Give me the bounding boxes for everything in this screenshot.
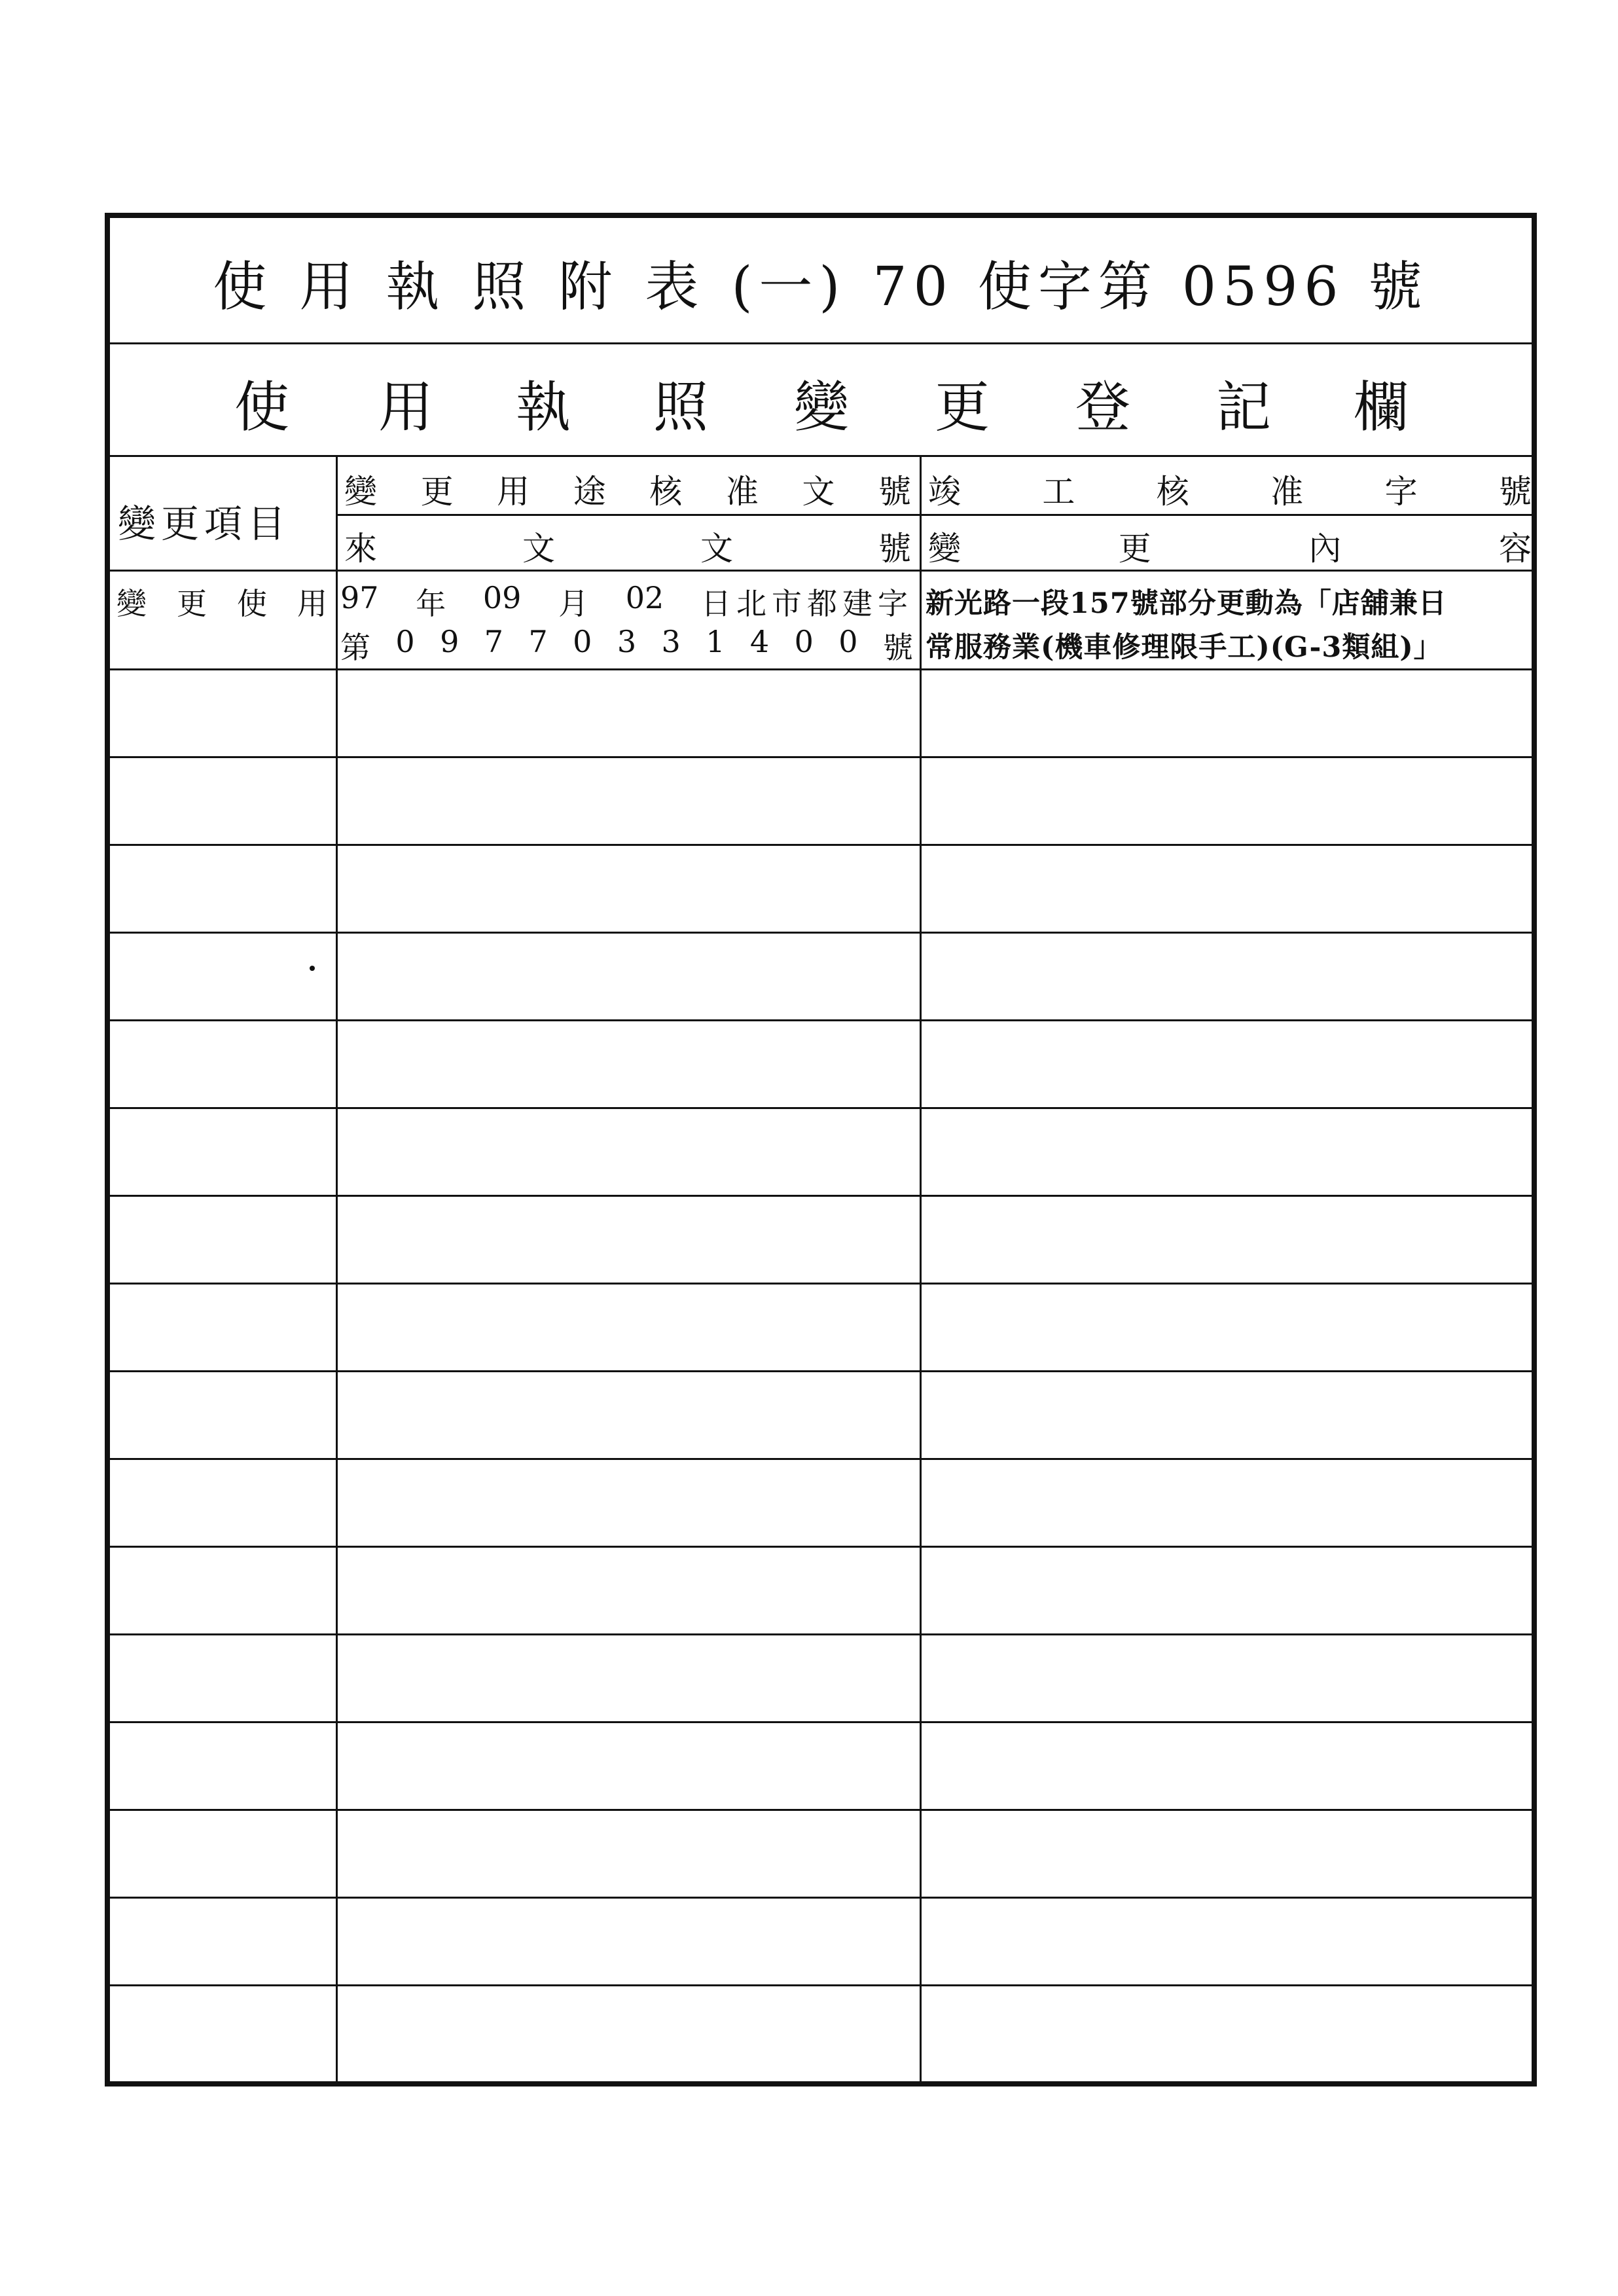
header-char: 容 [1498,530,1532,568]
title-char: 照 [472,256,533,318]
row-divider [110,844,1532,846]
header-char: 來 [344,530,377,568]
subtitle-char: 登 [1075,375,1131,439]
approval-part: 3 [661,624,681,659]
approval-part: 9 [440,624,459,659]
approval-part: 97 [340,580,379,615]
usage-license-appendix-form [105,213,1537,2086]
row-divider [110,1195,1532,1197]
header-char: 號 [878,530,911,568]
title-char: 使 [213,256,274,318]
approval-part: 09 [482,580,522,615]
row-divider [110,1283,1532,1285]
approval-part: 02 [625,580,664,615]
subtitle-char: 變 [794,375,850,439]
header-char: 文 [802,473,835,511]
approval-part: 0 [573,624,592,659]
col-header-completion-no [928,465,1532,513]
header-char: 竣 [928,473,961,511]
row-divider [110,1370,1532,1372]
row-divider [110,932,1532,934]
approval-part: 月 [558,586,589,621]
subtitle-char: 更 [935,375,990,439]
header-char: 核 [649,473,683,511]
entry-change-content-line1: 新光路一段157號部分更動為「店舖兼日 [926,587,1447,620]
subtitle-char: 執 [516,375,571,439]
approval-part: 0 [395,624,415,659]
row-divider [110,1107,1532,1109]
header-char: 文 [522,530,555,568]
divider [336,514,1532,516]
header-char: 工 [1042,473,1075,511]
header-char: 文 [700,530,733,568]
header-char: 更 [1118,530,1151,568]
row-divider [110,756,1532,758]
row-divider [110,1458,1532,1460]
row-divider [110,1546,1532,1548]
title-char: 附 [558,256,619,318]
header-char: 變 [928,530,961,568]
divider [110,668,1532,670]
col-header-approval-no [344,465,911,513]
header-char: 用 [497,473,530,511]
approval-part: 0 [794,624,814,659]
col-header-change-content [928,522,1532,570]
entry-change-content-line2: 常服務業(機車修理限手工)(G-3類組)」 [926,631,1443,664]
header-char: 號 [1498,473,1532,511]
title-char: 表 [645,256,706,318]
header-char: 核 [1156,473,1189,511]
approval-part: 日北市都建字 [701,586,913,621]
approval-part: 0 [838,624,858,659]
form-subtitle [110,363,1532,439]
divider [110,570,1532,572]
column-divider [920,455,922,2081]
row-divider [110,1721,1532,1723]
approval-part: 第 [340,630,370,665]
entry-approval-line2 [340,624,913,667]
approval-part: 號 [882,630,913,665]
title-char: 用 [299,256,360,318]
row-divider [110,1984,1532,1986]
row-divider [110,1633,1532,1635]
subtitle-char: 用 [378,375,434,439]
license-number: 70 使字第 0596 號 [872,256,1429,318]
header-char: 號 [878,473,911,511]
entry-change-item [117,580,327,623]
row-divider [110,1019,1532,1021]
subtitle-char: 記 [1216,375,1272,439]
header-char: 准 [1270,473,1304,511]
approval-part: 7 [528,624,548,659]
header-char: 字 [1384,473,1418,511]
approval-part: 3 [617,624,637,659]
subtitle-char: 欄 [1354,375,1409,439]
title-paren: (一) [731,256,847,318]
header-char: 途 [573,473,606,511]
header-char: 准 [725,473,759,511]
subtitle-char: 使 [234,375,290,439]
approval-part: 4 [749,624,770,659]
entry-approval-line1 [340,580,913,623]
header-char: 變 [344,473,377,511]
header-char: 內 [1308,530,1342,568]
subtitle-char: 照 [653,375,709,439]
divider [110,455,1532,457]
approval-part: 1 [706,624,725,659]
item-char: 用 [297,586,327,621]
approval-part: 年 [416,586,446,621]
col-header-document-no [344,522,911,570]
row-divider [110,1809,1532,1811]
item-char: 使 [237,586,267,621]
item-char: 更 [177,586,207,621]
header-char: 更 [420,473,454,511]
approval-part: 7 [484,624,504,659]
column-divider [336,455,338,2081]
item-char: 變 [117,586,147,621]
divider [110,342,1532,344]
col-header-change-item: 變更項目 [118,501,291,546]
form-title [110,244,1532,321]
ink-speck [310,966,315,971]
row-divider [110,1897,1532,1899]
title-char: 執 [386,256,446,318]
